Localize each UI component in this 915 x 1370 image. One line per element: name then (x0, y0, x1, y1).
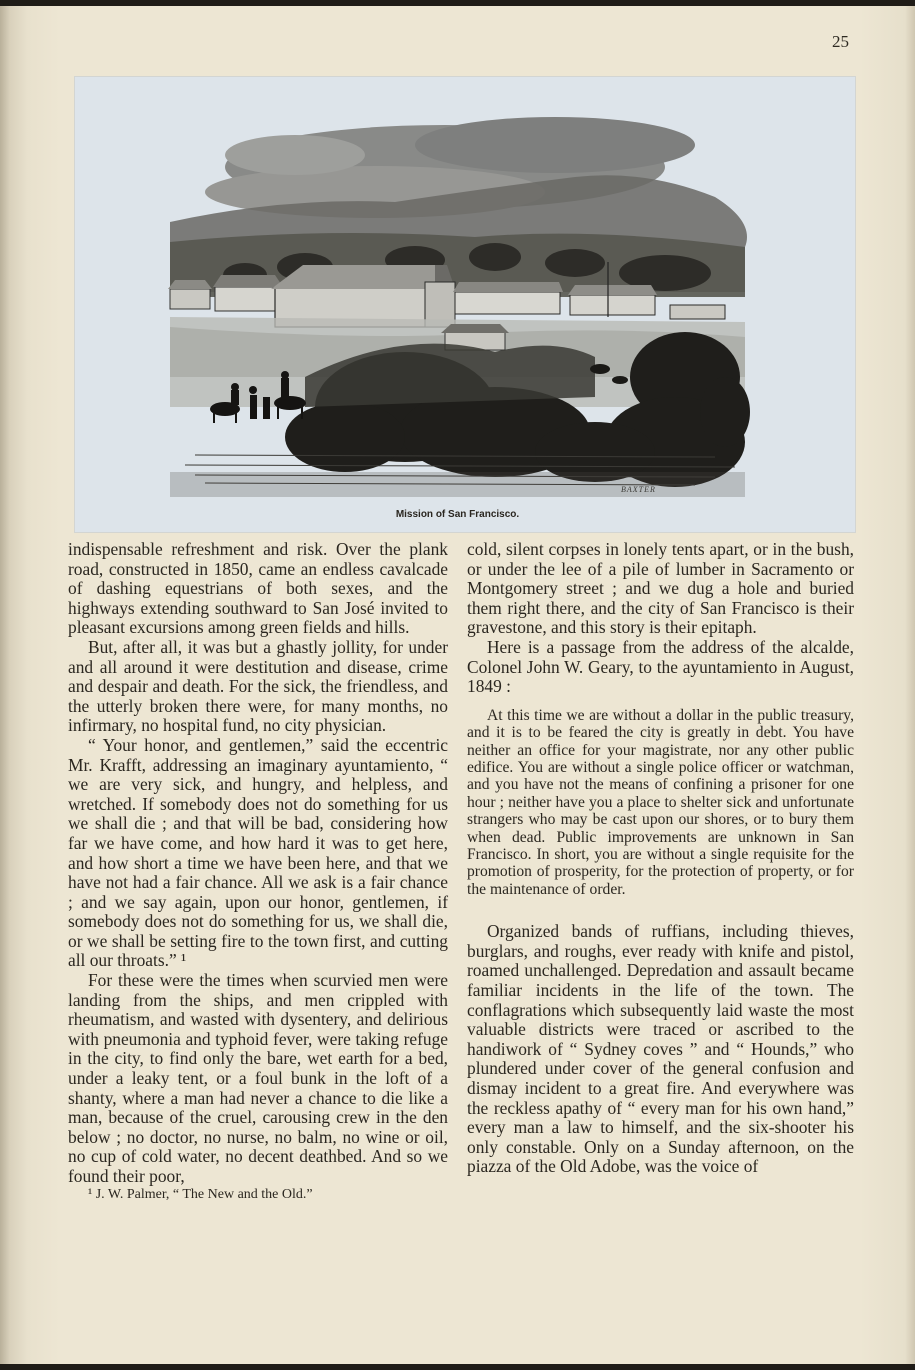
engraver-signature: BAXTER (621, 485, 656, 494)
paragraph: indispensable refreshment and risk. Over the plank road, constructed in 1850, came an endless cavalcade of dashing equestrians of both sexes, and the highways extending southward to San José invited to pleasant excursions among green fields and hills. (68, 539, 448, 638)
paragraph: But, after all, it was but a ghastly jollity, for under and all around it were destitution and disease, crime and despair and death. For the sick, the friendless, and the utterly broken there were, for many months, no infirmary, no hospital fund, no city physician. (68, 636, 448, 736)
left-column (68, 540, 448, 1203)
paragraph: Organized bands of ruffians, including thieves, burglars, and roughs, ever ready with knife and pistol, roamed unchallenged. Depredation and assault became familiar incidents in the life of the town. The conflagrations which subsequently laid waste the most valuable districts were traced or ascribed to the handiwork of “ Sydney coves ” and “ Hounds,” who plundered under cover of the general confusion and dismay incident to a great fire. And everywhere was the reckless apathy of “ every man for his own hand,” every man a law to himself, and the six-shooter his only constable. Only on a Sunday afternoon, on the piazza of the Old Adobe, was the voice of (467, 921, 854, 1177)
paragraph: For these were the times when scurvied men were landing from the ships, and men crippled with rheumatism, and wasted with dysentery, and delirious with pneumonia and typhoid fever, were taking refuge in the city, to find only the bare, wet earth for a bed, under a leaky tent, or a foul bunk in the loft of a shanty, where a man had never a chance to die like a man, because of the cruel, carousing crew in the den below ; no doctor, no nurse, no balm, no wine or oil, no cup of cold water, no decent deathbed. And so we found their poor, (68, 970, 448, 1186)
right-column (467, 540, 854, 1177)
paragraph: Here is a passage from the address of the alcalde, Colonel John W. Geary, to the ayuntamiento in August, 1849 : (467, 636, 854, 697)
paragraph: cold, silent corpses in lonely tents apart, or in the bush, or under the lee of a pile of lumber in Sacramento or Montgomery street ; and we dug a hole and buried them right there, and the city of San Francisco is their gravestone, and this story is their epitaph. (467, 539, 854, 638)
page-number: 25 (832, 32, 849, 51)
quote-spacer (467, 908, 854, 922)
footnote: ¹ J. W. Palmer, “ The New and the Old.” (88, 1186, 313, 1202)
figure-caption: Mission of San Francisco. (395, 509, 520, 520)
engraving-drawing (75, 77, 855, 532)
block-quote: At this time we are without a dollar in the public treasury, and it is to be feared the city is greatly in debt. You have neither an office for your magistrate, nor any other public edifice. You are without a single police officer or watchman, and you have not the means of confining a prisoner for one hour ; neither have you a place to shelter sick and unfortunate strangers who may be cast upon our shores, or to bury them when dead. Public improvements are unknown in San Francisco. In short, you are without a single requisite for the promotion of prosperity, for the protection of property, or for the maintenance of order. (467, 706, 854, 898)
paragraph: “ Your honor, and gentlemen,” said the eccentric Mr. Krafft, addressing an imaginary ayuntamiento, “ we are very sick, and hungry, and helpless, and wretched. If somebody does not do something for us we shall die ; and that will be bad, considering how far we have come, and how hard it was to get here, and how short a time we have been here, and that we have not had a fair chance. All we ask is a fair chance ; and we say again, upon our honor, gentlemen, if somebody does not do something for us, we shall die, or we shall be setting fire to the town first, and cutting all our throats.” ¹ (68, 734, 448, 971)
book-page (0, 6, 915, 1364)
mission-illustration (74, 76, 856, 533)
